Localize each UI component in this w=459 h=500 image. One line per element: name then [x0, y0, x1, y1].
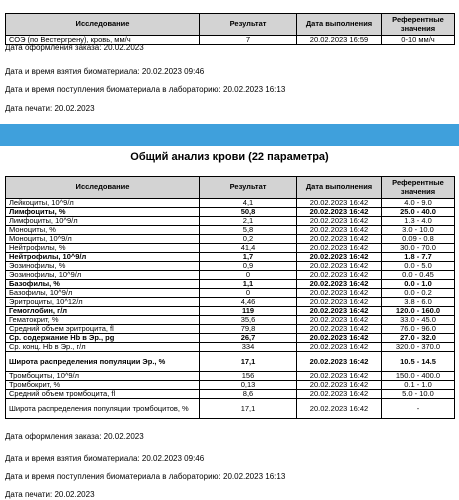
cell-result: 17,1 [200, 399, 297, 419]
cell-date: 20.02.2023 16:42 [297, 271, 382, 280]
header-reference: Референтные значения [382, 14, 455, 36]
table-row [6, 399, 455, 419]
cell-reference: 0.1 - 1.0 [382, 381, 455, 390]
table-row [6, 316, 455, 325]
table-row [6, 253, 455, 262]
header-test: Исследование [6, 14, 200, 36]
cell-test-name: Тромбоциты, 10^9/л [6, 372, 200, 381]
cell-result: 156 [200, 372, 297, 381]
cell-date: 20.02.2023 16:42 [297, 262, 382, 271]
cell-date: 20.02.2023 16:42 [297, 307, 382, 316]
table-header-row [6, 177, 455, 199]
cell-test-name: Гематокрит, % [6, 316, 200, 325]
table-body [6, 199, 455, 419]
cbc-results-panel [0, 146, 459, 500]
cell-date: 20.02.2023 16:42 [297, 372, 382, 381]
cell-date: 20.02.2023 16:42 [297, 199, 382, 208]
cell-date: 20.02.2023 16:42 [297, 244, 382, 253]
cell-test-name: Лимфоциты, 10^9/л [6, 217, 200, 226]
table-row [6, 208, 455, 217]
cell-date: 20.02.2023 16:42 [297, 352, 382, 372]
cell-result: 8,6 [200, 390, 297, 399]
table-row [6, 325, 455, 334]
header-result: Результат [200, 14, 297, 36]
cell-result: 35,6 [200, 316, 297, 325]
header-date: Дата выполнения [297, 14, 382, 36]
table-row [6, 280, 455, 289]
cell-result: 4,46 [200, 298, 297, 307]
order-date: Дата оформления заказа: 20.02.2023 [5, 432, 144, 441]
table-row [6, 298, 455, 307]
cell-reference: 0.0 - 0.2 [382, 289, 455, 298]
cell-result: 1,7 [200, 253, 297, 262]
cell-date: 20.02.2023 16:42 [297, 226, 382, 235]
table-row [6, 343, 455, 352]
cell-test-name: Эозинофилы, 10^9/л [6, 271, 200, 280]
table-row [6, 271, 455, 280]
cell-test-name: Базофилы, % [6, 280, 200, 289]
cell-result: 0,2 [200, 235, 297, 244]
cell-reference: - [382, 399, 455, 419]
cell-date: 20.02.2023 16:42 [297, 253, 382, 262]
cell-test-name: Ср. содержание Hb в Эр., pg [6, 334, 200, 343]
cell-test-name: Ср. конц. Hb в Эр., г/л [6, 343, 200, 352]
cell-reference: 33.0 - 45.0 [382, 316, 455, 325]
cell-reference: 0.09 - 0.8 [382, 235, 455, 244]
cbc-results-table [5, 176, 455, 419]
table-row [6, 334, 455, 343]
cell-reference: 30.0 - 70.0 [382, 244, 455, 253]
cell-reference: 3.8 - 6.0 [382, 298, 455, 307]
cell-date: 20.02.2023 16:42 [297, 390, 382, 399]
cell-test-name: Средний объем эритроцита, fl [6, 325, 200, 334]
cell-test-name: Базофилы, 10^9/л [6, 289, 200, 298]
cell-test-name: Лейкоциты, 10^9/л [6, 199, 200, 208]
table-row [6, 244, 455, 253]
sample-taken-date: Дата и время взятия биоматериала: 20.02.2023 09:46 [5, 454, 205, 463]
cell-reference: 25.0 - 40.0 [382, 208, 455, 217]
table-header-row [6, 14, 455, 36]
cell-test-name: Широта распределения популяции Эр., % [6, 352, 200, 372]
table-row [6, 226, 455, 235]
table-row [6, 372, 455, 381]
cell-date: 20.02.2023 16:59 [297, 36, 382, 45]
cell-result: 334 [200, 343, 297, 352]
cell-test-name: Эозинофилы, % [6, 262, 200, 271]
cell-test-name: Гемоглобин, г/л [6, 307, 200, 316]
cell-result: 17,1 [200, 352, 297, 372]
cell-date: 20.02.2023 16:42 [297, 381, 382, 390]
cell-result: 26,7 [200, 334, 297, 343]
cell-result: 0 [200, 289, 297, 298]
cell-date: 20.02.2023 16:42 [297, 208, 382, 217]
header-date: Дата выполнения [297, 177, 382, 199]
cell-test-name: Средний объем тромбоцита, fl [6, 390, 200, 399]
cell-reference: 4.0 - 9.0 [382, 199, 455, 208]
cell-reference: 0-10 мм/ч [382, 36, 455, 45]
cell-result: 119 [200, 307, 297, 316]
cell-test-name: Моноциты, 10^9/л [6, 235, 200, 244]
table-row [6, 352, 455, 372]
cell-result: 4,1 [200, 199, 297, 208]
cell-reference: 76.0 - 96.0 [382, 325, 455, 334]
cell-test-name: Тромбокрит, % [6, 381, 200, 390]
cell-reference: 3.0 - 10.0 [382, 226, 455, 235]
cell-reference: 320.0 - 370.0 [382, 343, 455, 352]
print-date: Дата печати: 20.02.2023 [5, 490, 95, 499]
header-result: Результат [200, 177, 297, 199]
sample-taken-date: Дата и время взятия биоматериала: 20.02.2023 09:46 [5, 67, 205, 76]
cell-date: 20.02.2023 16:42 [297, 217, 382, 226]
header-test: Исследование [6, 177, 200, 199]
cell-reference: 120.0 - 160.0 [382, 307, 455, 316]
cell-reference: 0.0 - 5.0 [382, 262, 455, 271]
cell-date: 20.02.2023 16:42 [297, 235, 382, 244]
cell-reference: 1.3 - 4.0 [382, 217, 455, 226]
cell-test-name: Нейтрофилы, 10^9/л [6, 253, 200, 262]
cell-result: 1,1 [200, 280, 297, 289]
cell-reference: 1.8 - 7.7 [382, 253, 455, 262]
cell-result: 41,4 [200, 244, 297, 253]
cell-date: 20.02.2023 16:42 [297, 334, 382, 343]
cell-reference: 150.0 - 400.0 [382, 372, 455, 381]
cell-result: 5,8 [200, 226, 297, 235]
cell-reference: 0.0 - 0.45 [382, 271, 455, 280]
table-row [6, 199, 455, 208]
cell-date: 20.02.2023 16:42 [297, 280, 382, 289]
cell-reference: 5.0 - 10.0 [382, 390, 455, 399]
header-reference: Референтные значения [382, 177, 455, 199]
cell-test-name: Широта распределения популяции тромбоцитов, % [6, 399, 200, 419]
sample-received-date: Дата и время поступления биоматериала в лабораторию: 20.02.2023 16:13 [5, 472, 286, 481]
cell-result: 79,8 [200, 325, 297, 334]
cell-date: 20.02.2023 16:42 [297, 289, 382, 298]
table-row [6, 390, 455, 399]
cell-result: 50,8 [200, 208, 297, 217]
cell-reference: 10.5 - 14.5 [382, 352, 455, 372]
cell-date: 20.02.2023 16:42 [297, 298, 382, 307]
table-row [6, 235, 455, 244]
order-date: Дата оформления заказа: 20.02.2023 [5, 43, 144, 52]
cell-test-name: СОЭ (по Вестергрену), кровь, мм/ч [6, 36, 200, 45]
cell-result: 0,9 [200, 262, 297, 271]
cell-test-name: Эритроциты, 10^12/л [6, 298, 200, 307]
print-date: Дата печати: 20.02.2023 [5, 104, 95, 113]
cell-reference: 0.0 - 1.0 [382, 280, 455, 289]
cell-result: 0 [200, 271, 297, 280]
cell-test-name: Лимфоциты, % [6, 208, 200, 217]
sample-received-date: Дата и время поступления биоматериала в лабораторию: 20.02.2023 16:13 [5, 85, 286, 94]
cell-date: 20.02.2023 16:42 [297, 325, 382, 334]
cell-date: 20.02.2023 16:42 [297, 399, 382, 419]
esr-results-table [5, 13, 455, 45]
cell-date: 20.02.2023 16:42 [297, 343, 382, 352]
cell-reference: 27.0 - 32.0 [382, 334, 455, 343]
table-row [6, 217, 455, 226]
cell-test-name: Моноциты, % [6, 226, 200, 235]
table-row [6, 381, 455, 390]
cell-test-name: Нейтрофилы, % [6, 244, 200, 253]
cell-result: 2,1 [200, 217, 297, 226]
esr-results-panel [0, 0, 459, 124]
cell-date: 20.02.2023 16:42 [297, 316, 382, 325]
cell-result: 0,13 [200, 381, 297, 390]
cell-result: 7 [200, 36, 297, 45]
table-row [6, 262, 455, 271]
section-title: Общий анализ крови (22 параметра) [130, 151, 329, 163]
table-row [6, 289, 455, 298]
table-row [6, 307, 455, 316]
